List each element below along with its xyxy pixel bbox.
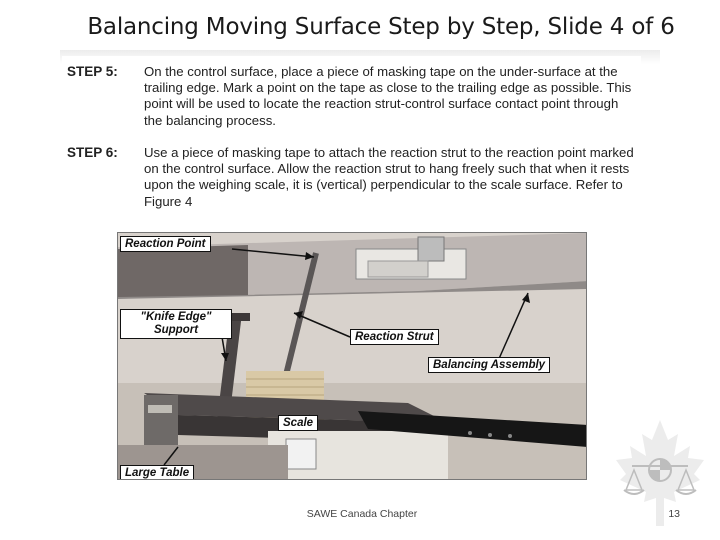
steps-text-block <box>62 56 641 211</box>
step-5-label: STEP 5: <box>67 64 118 79</box>
callout-scale: Scale <box>278 415 318 431</box>
step-5-text: On the control surface, place a piece of masking tape on the under-surface at the trailing edge. Mark a point on the tape as close to the trailing edge as possible. This point will be used to locate the reaction strut-control surface contact point through the balancing process. <box>144 64 632 128</box>
footer-chapter-name: SAWE Canada Chapter <box>306 508 418 520</box>
callout-knife-edge-support: "Knife Edge" Support <box>120 309 232 339</box>
page-number: 13 <box>668 508 680 520</box>
step-6-label: STEP 6: <box>67 145 118 160</box>
callout-balancing-assembly: Balancing Assembly <box>428 357 550 373</box>
figure-photo <box>117 232 587 480</box>
maple-leaf-scales-icon <box>612 418 708 530</box>
callout-reaction-strut: Reaction Strut <box>350 329 439 345</box>
step-6-text: Use a piece of masking tape to attach the reaction strut to the reaction point marked on the control surface. Allow the reaction strut to hang freely such that when it rests upon the weighing scale, it is (vertical) perpendicular to the scale surface. Refer to Figure 4 <box>144 145 634 209</box>
callout-reaction-point: Reaction Point <box>120 236 211 252</box>
slide-title: Balancing Moving Surface Step by Step, Slide 4 of 6 <box>87 14 675 40</box>
callout-large-table: Large Table <box>120 465 194 480</box>
